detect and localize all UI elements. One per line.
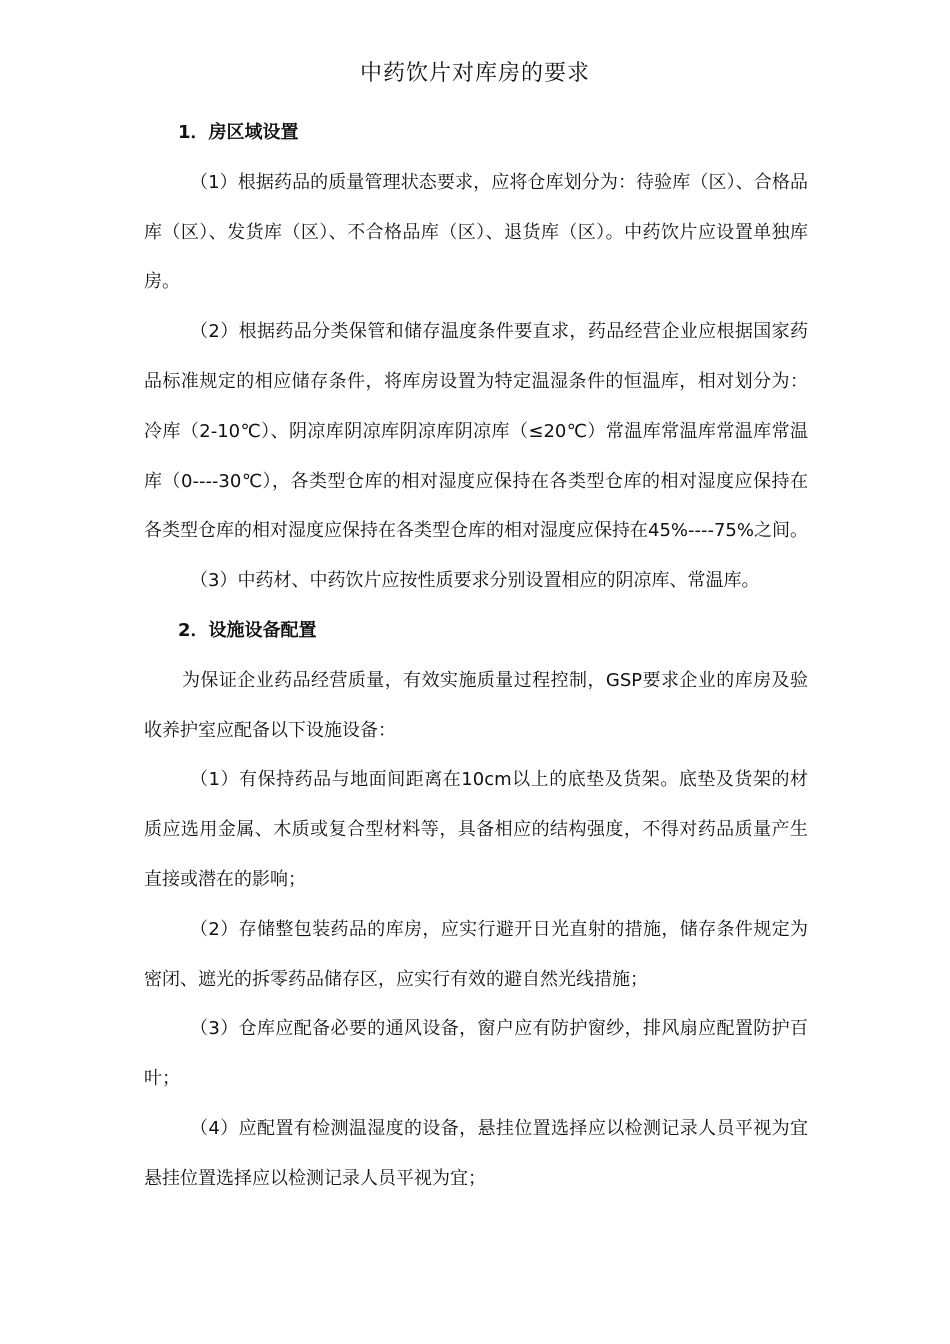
section-2-paragraph-4: （4）应配置有检测温湿度的设备，悬挂位置选择应以检测记录人员平视为宜悬挂位置选择应以检测记录人员平视为宜； (144, 1117, 808, 1189)
section-2-paragraph-1: （1）有保持药品与地面间距离在10cm以上的底垫及货架。底垫及货架的材质应选用金属、木质或复合型材料等，具备相应的结构强度，不得对药品质量产生直接或潜在的影响； (144, 769, 808, 890)
section-1-paragraph-1: （1）根据药品的质量管理状态要求，应将仓库划分为：待验库（区）、合格品库（区）、发货库（区）、不合格品库（区）、退货库（区）。中药饮片应设置单独库房。 (144, 171, 808, 293)
section-2-intro: 为保证企业药品经营质量，有效实施质量过程控制，GSP要求企业的库房及验收养护室应配备以下设施设备： (144, 669, 808, 741)
section-1-paragraph-2: （2）根据药品分类保管和储存温度条件要直求，药品经营企业应根据国家药品标准规定的相应储存条件，将库房设置为特定温湿条件的恒温库，相对划分为：冷库（2-10℃）、阴凉库阴凉库阴凉库阴凉库（≤20℃）常温库常温库常温库常温库（0----30℃），各类型仓库的相对湿度应保持在各类型仓库的相对湿度应保持在各类型仓库的相对湿度应保持在各类型仓库的相对湿度应保持在45%----75%之间。 (144, 321, 808, 542)
section-1-paragraph-3: （3）中药材、中药饮片应按性质要求分别设置相应的阴凉库、常温库。 (190, 570, 760, 592)
section-heading-2: 2．设施设备配置 (178, 619, 317, 641)
document-title: 中药饮片对库房的要求 (359, 61, 590, 86)
section-heading-1: 1．房区域设置 (178, 122, 299, 143)
section-2-paragraph-2: （2）存储整包装药品的库房，应实行避开日光直射的措施，储存条件规定为密闭、遮光的拆零药品储存区，应实行有效的避自然光线措施； (144, 918, 808, 990)
document-body (144, 108, 808, 1204)
section-2-paragraph-3: （3）仓库应配备必要的通风设备，窗户应有防护窗纱，排风扇应配置防护百叶； (144, 1018, 808, 1090)
